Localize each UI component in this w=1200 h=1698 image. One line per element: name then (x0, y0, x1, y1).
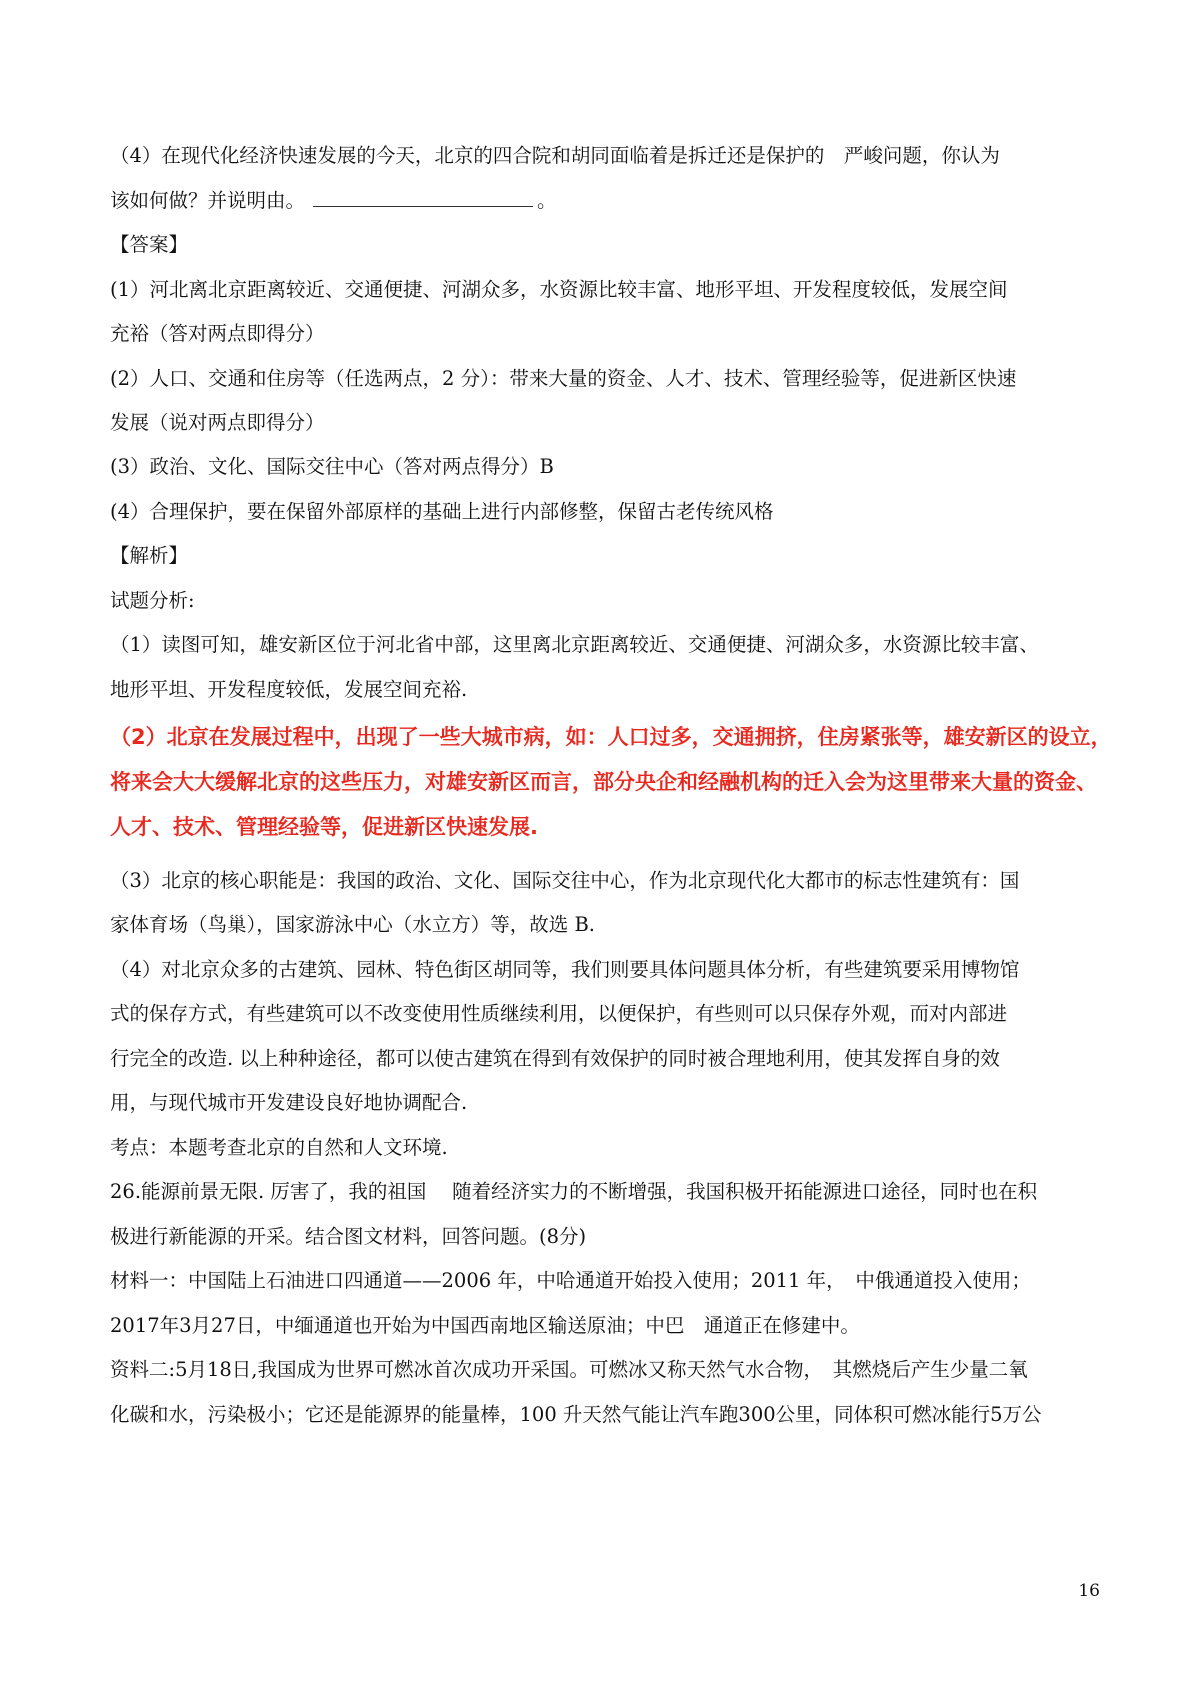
q4-question-text: 该如何做？并说明由。 (110, 189, 306, 212)
answer-line: 充裕（答对两点即得分） (110, 322, 325, 345)
analysis-p2-red-line: （2）北京在发展过程中，出现了一些大城市病，如：人口过多，交通拥挤，住房紧张等，雄安新区的设立， (110, 725, 1112, 749)
answer-line: (2）人口、交通和住房等（任选两点，2 分）：带来大量的资金、人才、技术、管理经验等，促进新区快速 (110, 367, 1017, 390)
q26-line: 极进行新能源的开采。结合图文材料，回答问题。(8分) (110, 1225, 587, 1248)
analysis-p1-line: 地形平坦、开发程度较低，发展空间充裕. (110, 678, 468, 701)
answer-blank (313, 188, 533, 207)
q4-question-end: 。 (537, 189, 557, 212)
analysis-p2-red-line: 人才、技术、管理经验等，促进新区快速发展. (110, 815, 538, 839)
answer-line: 发展（说对两点即得分） (110, 411, 325, 434)
analysis-p3-line: 家体育场（鸟巢），国家游泳中心（水立方）等，故选 B. (110, 913, 595, 936)
q4-question-line-1: （4）在现代化经济快速发展的今天，北京的四合院和胡同面临着是拆迁还是保护的 严峻问题，你认为 (110, 144, 1000, 167)
analysis-p3-line: （3）北京的核心职能是：我国的政治、文化、国际交往中心，作为北京现代化大都市的标志性建筑有：国 (110, 869, 1020, 892)
analysis-intro: 试题分析: (110, 589, 195, 612)
q26-line: 材料一：中国陆上石油进口四通道——2006 年，中哈通道开始投入使用；2011 年， 中俄通道投入使用； (110, 1269, 1031, 1292)
analysis-p1-line: （1）读图可知，雄安新区位于河北省中部，这里离北京距离较近、交通便捷、河湖众多，水资源比较丰富、 (110, 633, 1039, 656)
analysis-heading: 【解析】 (110, 544, 189, 567)
q26-line: 2017年3月27日，中缅通道也开始为中国西南地区输送原油；中巴 通道正在修建中。 (110, 1314, 860, 1337)
kaodian-line: 考点：本题考查北京的自然和人文环境. (110, 1136, 448, 1159)
answer-heading: 【答案】 (110, 233, 189, 256)
page-number: 16 (1078, 1581, 1100, 1601)
q26-line: 资料二:5月18日,我国成为世界可燃冰首次成功开采国。可燃冰又称天然气水合物， 其燃烧后产生少量二氧 (110, 1358, 1028, 1381)
q26-line: 26.能源前景无限. 厉害了，我的祖国 随着经济实力的不断增强，我国积极开拓能源进口途径，同时也在积 (110, 1180, 1038, 1203)
analysis-p2-red-line: 将来会大大缓解北京的这些压力，对雄安新区而言，部分央企和经融机构的迁入会为这里带来大量的资金、 (110, 770, 1097, 794)
analysis-p4-line: （4）对北京众多的古建筑、园林、特色街区胡同等，我们则要具体问题具体分析，有些建筑要采用博物馆 (110, 958, 1020, 981)
q26-line: 化碳和水，污染极小；它还是能源界的能量棒，100 升天然气能让汽车跑300公里，同体积可燃冰能行5万公 (110, 1403, 1042, 1426)
answer-line: (4）合理保护，要在保留外部原样的基础上进行内部修整，保留古老传统风格 (110, 500, 774, 523)
answer-line: (1）河北离北京距离较近、交通便捷、河湖众多，水资源比较丰富、地形平坦、开发程度较低，发展空间 (110, 278, 1008, 301)
analysis-p4-line: 用，与现代城市开发建设良好地协调配合. (110, 1091, 468, 1114)
analysis-p4-line: 式的保存方式，有些建筑可以不改变使用性质继续利用，以便保护，有些则可以只保存外观，而对内部进 (110, 1002, 1008, 1025)
analysis-p4-line: 行完全的改造. 以上种种途径，都可以使古建筑在得到有效保护的同时被合理地利用，使其发挥自身的效 (110, 1047, 1000, 1070)
q4-question-line-2 (110, 187, 1100, 215)
answer-line: (3）政治、文化、国际交往中心（答对两点得分）B (110, 455, 554, 478)
